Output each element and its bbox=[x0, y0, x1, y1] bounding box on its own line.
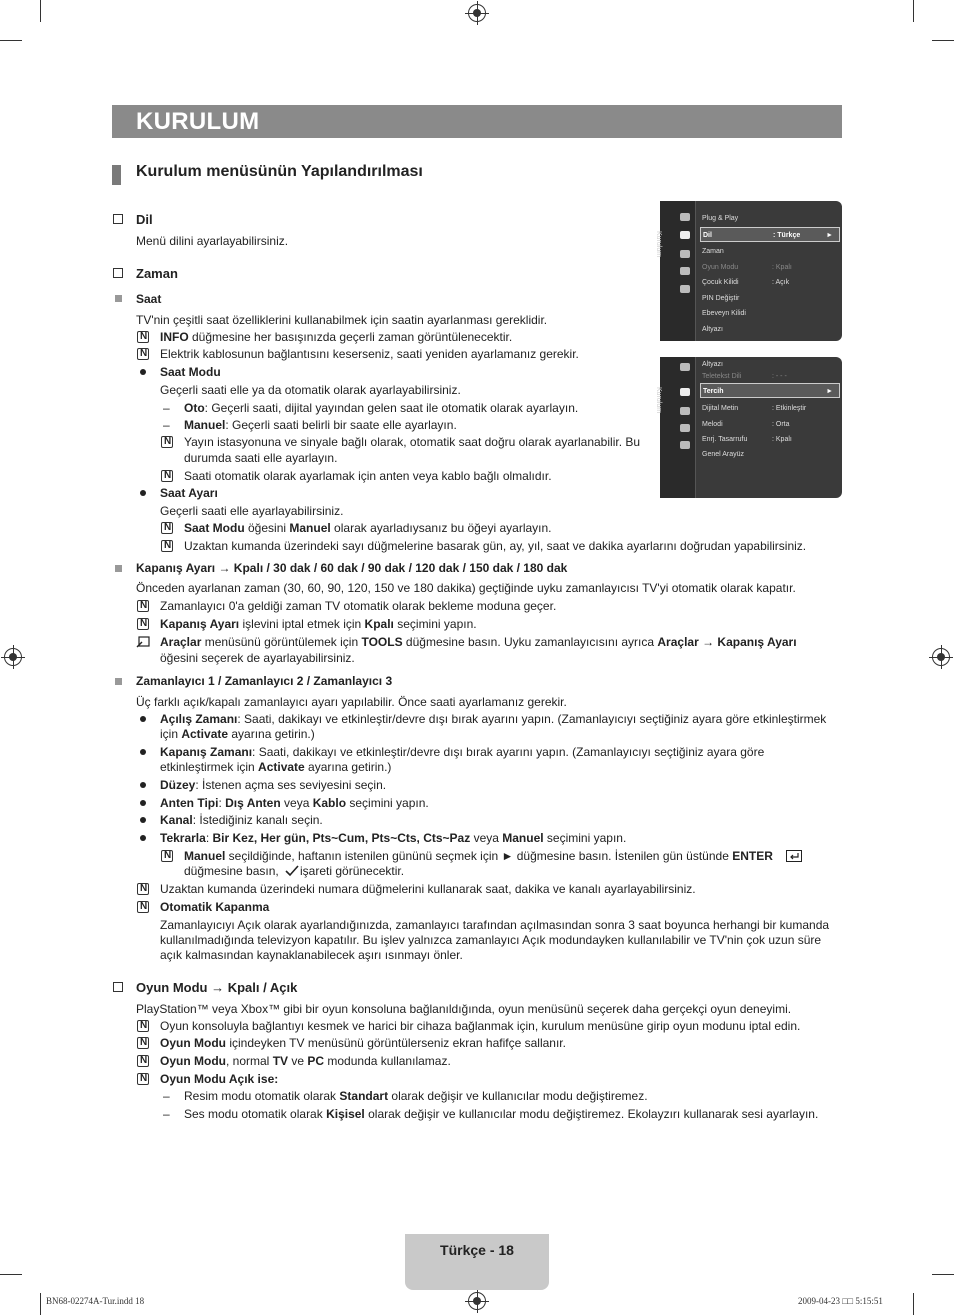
input-icon bbox=[680, 250, 690, 258]
square-bullet-icon bbox=[115, 295, 122, 302]
saat-ayari-heading: Saat Ayarı bbox=[160, 486, 218, 500]
osd-row: Teletekst Dili : - - - bbox=[702, 373, 787, 380]
oyun-note-2: Oyun Modu içindeyken TV menüsünü görüntülerseniz ekran hafifçe sallanır. bbox=[160, 1036, 566, 1050]
section-title: Kurulum menüsünün Yapılandırılması bbox=[136, 163, 423, 180]
osd-menu-screenshot-2 bbox=[655, 357, 842, 498]
saat-modu-desc: Geçerli saati elle ya da otomatik olarak ayarlayabilirsiniz. bbox=[160, 383, 461, 397]
osd-side-label: Kurulum bbox=[655, 231, 662, 258]
checkbox-bullet-icon bbox=[113, 268, 123, 278]
osd-row: Dijital Metin : Etkinleştir bbox=[702, 405, 807, 412]
crop-mark bbox=[40, 1293, 41, 1315]
print-slug-right: 2009-04-23 □□ 5:15:51 bbox=[798, 1296, 883, 1306]
oyun-note-4: Oyun Modu Açık ise: bbox=[160, 1072, 279, 1086]
dash: – bbox=[163, 418, 170, 432]
note-icon bbox=[137, 1055, 149, 1067]
osd-side-label: Kurulum bbox=[655, 387, 662, 414]
oto-kapanma-3: açık kalmasından kaynaklanabilecek aşırı ısınmayı önler. bbox=[160, 948, 463, 962]
oto-kapanma-1: Zamanlayıcıyı Açık olarak ayarlandığınızda, zamanlayıcı tarafından açılmasından sonra 3 saat boyunca herhangi bir kumanda bbox=[160, 918, 830, 932]
note-icon bbox=[137, 1020, 149, 1032]
osd-row: Çocuk Kilidi : Açık bbox=[702, 279, 790, 286]
dash: – bbox=[163, 1107, 170, 1121]
crop-mark bbox=[913, 0, 914, 22]
crop-mark bbox=[932, 40, 954, 41]
saat-modu-heading: Saat Modu bbox=[160, 365, 221, 379]
saat-note-6: Uzaktan kumanda üzerindeki sayı düğmelerine basarak gün, ay, yıl, saat ve dakika ayarlarını doğrudan yapabilirsiniz. bbox=[184, 539, 807, 553]
manuel-note-2a: düğmesine basın, bbox=[184, 864, 279, 878]
arrow-right-icon: ► bbox=[826, 232, 833, 239]
square-bullet-icon bbox=[115, 565, 122, 572]
support-icon bbox=[680, 285, 690, 293]
osd-row: Zaman bbox=[702, 248, 724, 255]
kapanis-note-1: Zamanlayıcı 0'a geldiği zaman TV otomatik olarak bekleme moduna geçer. bbox=[160, 599, 557, 613]
note-icon bbox=[137, 901, 149, 913]
remote-note: Uzaktan kumanda üzerindeki numara düğmelerini kullanarak saat, dakika ve kanalı ayarlayabilirsiniz. bbox=[160, 882, 696, 896]
bullet-dot-icon bbox=[140, 490, 146, 496]
oyun-dash-1: Resim modu otomatik olarak Standart olarak değişir ve kullanıcılar modu değiştiremez. bbox=[184, 1089, 648, 1103]
registration-mark-icon bbox=[4, 648, 22, 666]
square-bullet-icon bbox=[115, 678, 122, 685]
osd-row: Genel Arayüz bbox=[702, 451, 745, 458]
checkbox-bullet-icon bbox=[113, 214, 123, 224]
oto-kapanma-heading: Otomatik Kapanma bbox=[160, 900, 270, 914]
saat-note-5: Saat Modu öğesini Manuel olarak ayarladıysanız bu öğeyi ayarlayın. bbox=[184, 521, 552, 535]
oto-kapanma-2: kullanılmadığında televizyon kapatılır. Bu işlev yalnızca zamanlayıcı Açık modundayken kullanılabilir ve TV'nin çok uzun süre bbox=[160, 933, 822, 947]
saat-ayari-desc: Geçerli saati elle ayarlayabilirsiniz. bbox=[160, 504, 344, 518]
saat-note-2: Elektrik kablosunun bağlantısını keserseniz, saati yeniden ayarlamanız gerekir. bbox=[160, 347, 579, 361]
oyun-note-3: Oyun Modu, normal TV ve PC modunda kullanılamaz. bbox=[160, 1054, 451, 1068]
osd-sidebar bbox=[655, 357, 696, 498]
osd-row: Altyazı bbox=[702, 361, 724, 368]
dil-desc: Menü dilini ayarlayabilirsiniz. bbox=[136, 234, 289, 248]
note-icon bbox=[137, 618, 149, 630]
dil-heading: Dil bbox=[136, 212, 153, 227]
enter-icon bbox=[786, 850, 802, 862]
checkbox-bullet-icon bbox=[113, 982, 123, 992]
note-icon bbox=[137, 600, 149, 612]
picture-icon bbox=[680, 213, 690, 221]
manuel-note-2b: işareti görünecektir. bbox=[300, 864, 405, 878]
oyun-dash-2: Ses modu otomatik olarak Kişisel olarak değişir ve kullanıcılar modu değiştiremez. Ekolayzırı kullanarak sesi ayarlayın. bbox=[184, 1107, 819, 1121]
dash: – bbox=[163, 1089, 170, 1103]
page-title-bar bbox=[112, 105, 842, 138]
osd-row: Ebeveyn Kilidi bbox=[702, 310, 746, 317]
kapanis-zamani-2: etkinleştirmek için Activate ayarına getirin.) bbox=[160, 760, 392, 774]
osd-sidebar bbox=[655, 201, 696, 341]
oyun-desc: PlayStation™ veya Xbox™ gibi bir oyun konsoluna bağlanıldığında, oyun menüsünü seçerek daha gerçekçi oyun deneyimi. bbox=[136, 1002, 792, 1016]
osd-row: Oyun Modu : Kpalı bbox=[702, 264, 792, 271]
saat-heading: Saat bbox=[136, 292, 162, 306]
kanal: Kanal: İstediğiniz kanalı seçin. bbox=[160, 813, 323, 827]
crop-mark bbox=[913, 1293, 914, 1315]
osd-menu-screenshot-1 bbox=[655, 201, 842, 341]
note-icon bbox=[137, 331, 149, 343]
bullet-dot-icon bbox=[140, 749, 146, 755]
bullet-dot-icon bbox=[140, 800, 146, 806]
acilis-zamani: Açılış Zamanı: Saati, dakikayı ve etkinleştir/devre dışı bırak ayarını yapın. (Zamanlayıcıyı seçtiğiniz ayara göre etkinleştirmek bbox=[160, 712, 827, 726]
bullet-dot-icon bbox=[140, 835, 146, 841]
duzey: Düzey: İstenen açma ses seviyesini seçin. bbox=[160, 778, 387, 792]
oyun-note-1: Oyun konsoluyla bağlantıyı kesmek ve harici bir cihaza bağlanmak için, kurulum menüsüne girip oyun modunu iptal edin. bbox=[160, 1019, 801, 1033]
kapanis-heading: Kapanış Ayarı → Kpalı / 30 dak / 60 dak / 90 dak / 120 dak / 150 dak / 180 dak bbox=[136, 561, 568, 575]
saat-note-4: Saati otomatik olarak ayarlamak için anten veya kablo bağlı olmalıdır. bbox=[184, 469, 552, 483]
setup-gear-icon bbox=[680, 231, 690, 239]
picture-icon bbox=[680, 363, 690, 371]
page-number-tab bbox=[405, 1234, 549, 1290]
osd-row: Altyazı bbox=[702, 326, 724, 333]
saat-modu-manuel: Manuel: Geçerli saati belirli bir saate elle ayarlayın. bbox=[184, 418, 457, 432]
saat-note-1: INFO düğmesine her basışınızda geçerli zaman görüntülenecektir. bbox=[160, 330, 513, 344]
note-icon bbox=[137, 1037, 149, 1049]
registration-mark-icon bbox=[932, 648, 950, 666]
osd-row-selected: Dil : Türkçe ► bbox=[700, 227, 840, 242]
support-icon bbox=[680, 441, 690, 449]
page-number: Türkçe - 18 bbox=[440, 1242, 514, 1258]
saat-note-3a: Yayın istasyonuna ve sinyale bağlı olarak, otomatik saat doğru olarak ayarlanabilir. Bu bbox=[184, 435, 641, 449]
application-icon bbox=[680, 424, 690, 432]
zamanlayici-heading: Zamanlayıcı 1 / Zamanlayıcı 2 / Zamanlayıcı 3 bbox=[136, 674, 393, 688]
saat-modu-oto: Oto: Geçerli saati, dijital yayından gelen saat ile otomatik olarak ayarlayın. bbox=[184, 401, 579, 415]
bullet-dot-icon bbox=[140, 716, 146, 722]
anten-tipi: Anten Tipi: Dış Anten veya Kablo seçimini yapın. bbox=[160, 796, 429, 810]
note-icon bbox=[161, 522, 173, 534]
zamanlayici-desc: Üç farklı açık/kapalı zamanlayıcı ayarı yapılabilir. Önce saati ayarlamanız gerekir. bbox=[136, 695, 567, 709]
zaman-heading: Zaman bbox=[136, 266, 178, 281]
input-icon bbox=[680, 407, 690, 415]
saat-desc: TV'nin çeşitli saat özelliklerini kullanabilmek için saatin ayarlanması gereklidir. bbox=[136, 313, 548, 327]
saat-note-3b: durumda saati elle ayarlayın. bbox=[184, 451, 338, 465]
tekrarla: Tekrarla: Bir Kez, Her gün, Pts~Cum, Pts~Cts, Cts~Paz veya Manuel seçimini yapın. bbox=[160, 831, 627, 845]
kapanis-zamani: Kapanış Zamanı: Saati, dakikayı ve etkinleştir/devre dışı bırak ayarını yapın. (Zamanlayıcıyı seçtiğiniz ayara göre bbox=[160, 745, 765, 759]
crop-mark bbox=[0, 1274, 22, 1275]
crop-mark bbox=[0, 40, 22, 41]
crop-mark bbox=[40, 0, 41, 22]
dash: – bbox=[163, 401, 170, 415]
note-icon bbox=[161, 436, 173, 448]
bullet-dot-icon bbox=[140, 817, 146, 823]
arrow-right-icon: ► bbox=[826, 388, 833, 395]
print-slug-left: BN68-02274A-Tur.indd 18 bbox=[46, 1296, 145, 1306]
note-icon bbox=[137, 883, 149, 895]
tools-icon bbox=[136, 636, 150, 648]
crop-mark bbox=[932, 1274, 954, 1275]
osd-row: Melodi : Orta bbox=[702, 421, 790, 428]
oyun-heading: Oyun Modu → Kpalı / Açık bbox=[136, 980, 298, 995]
manuel-note: Manuel seçildiğinde, haftanın istenilen gününü seçmek için ► düğmesine basın. İstenilen gün üstünde ENTER bbox=[184, 849, 773, 863]
osd-row: Plug & Play bbox=[702, 215, 739, 222]
registration-mark-icon bbox=[468, 4, 486, 22]
page-title: KURULUM bbox=[136, 108, 260, 135]
note-icon bbox=[161, 470, 173, 482]
section-marker bbox=[112, 165, 121, 185]
bullet-dot-icon bbox=[140, 782, 146, 788]
note-icon bbox=[137, 1073, 149, 1085]
kapanis-note-2: Kapanış Ayarı işlevini iptal etmek için Kpalı seçimini yapın. bbox=[160, 617, 477, 631]
kapanis-tools-note: Araçlar menüsünü görüntülemek için TOOLS düğmesine basın. Uyku zamanlayıcısını ayrıca Araçlar → Kapanış Ayarı bbox=[160, 635, 797, 649]
note-icon bbox=[161, 540, 173, 552]
kapanis-desc: Önceden ayarlanan zaman (30, 60, 90, 120, 150 ve 180 dakika) geçtiğinde uyku zamanlayıcısı TV'yi otomatik olarak kapatır. bbox=[136, 581, 796, 595]
application-icon bbox=[680, 267, 690, 275]
note-icon bbox=[161, 850, 173, 862]
osd-row: PIN Değiştir bbox=[702, 295, 740, 302]
setup-gear-icon bbox=[680, 388, 690, 396]
osd-row-selected: Tercih ► bbox=[700, 383, 840, 398]
osd-row: Enrj. Tasarrufu : Kpalı bbox=[702, 436, 792, 443]
note-icon bbox=[137, 348, 149, 360]
checkmark-icon bbox=[284, 865, 300, 877]
bullet-dot-icon bbox=[140, 369, 146, 375]
registration-mark-icon bbox=[468, 1292, 486, 1310]
kapanis-tools-note-2: öğesini seçerek de ayarlayabilirsiniz. bbox=[160, 651, 355, 665]
acilis-zamani-2: için Activate ayarına getirin.) bbox=[160, 727, 315, 741]
